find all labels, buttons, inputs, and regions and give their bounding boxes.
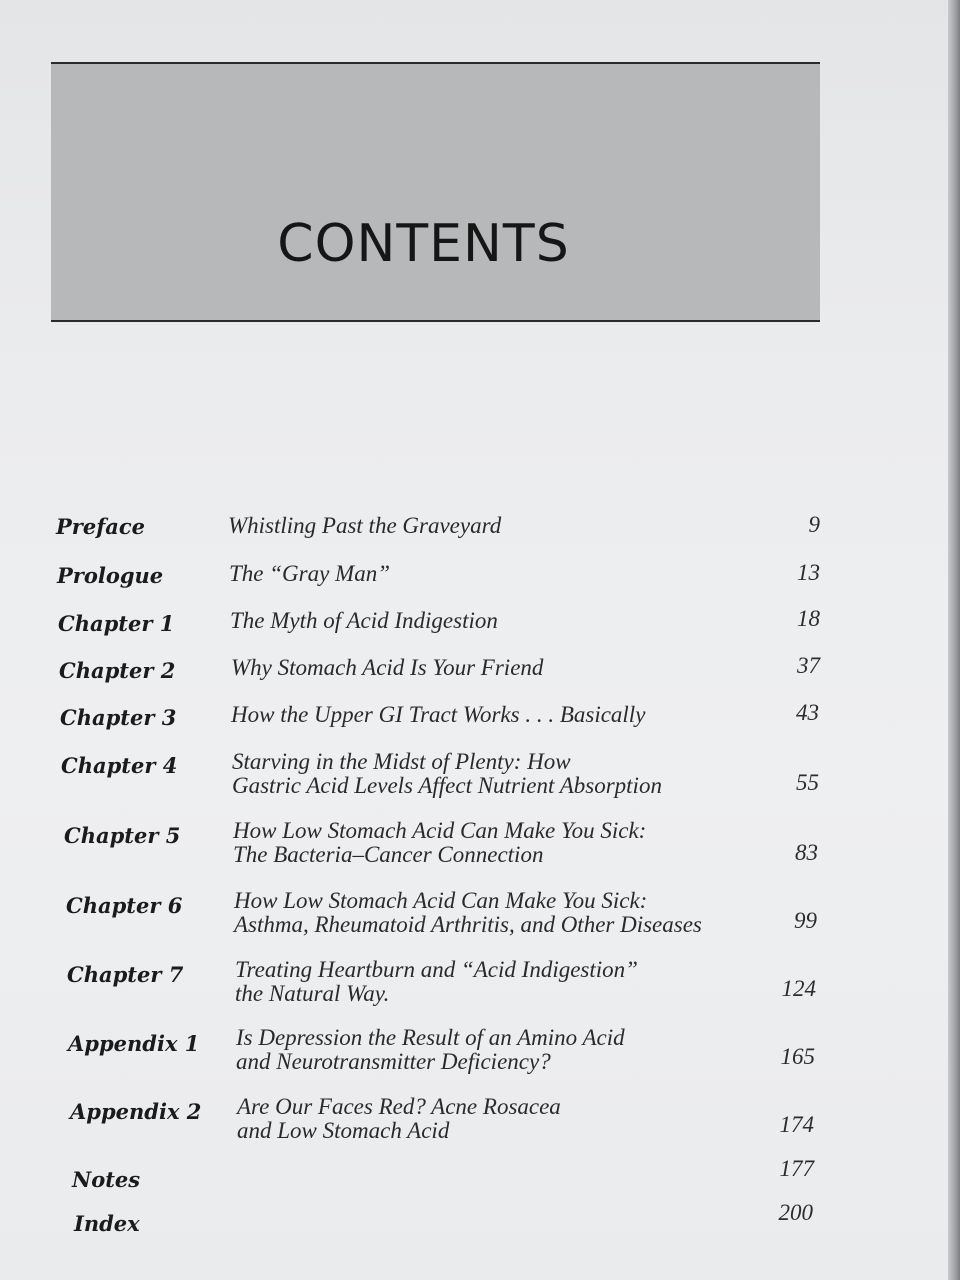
toc-label: Chapter 6 [66,893,183,918]
toc-page-number: 13 [797,560,820,585]
toc-label: Appendix 1 [68,1031,200,1056]
toc-title [230,609,498,633]
toc-title-line: Are Our Faces Red? Acne Rosacea [237,1094,561,1119]
toc-label: Prologue [57,563,164,588]
toc-label: Chapter 2 [59,658,176,683]
toc-page-number: 43 [796,700,819,725]
toc-label: Notes [72,1167,141,1192]
toc-title-line: Starving in the Midst of Plenty: How [232,749,571,774]
toc-title-line: Whistling Past the Graveyard [228,513,502,538]
toc-title-line: The Bacteria–Cancer Connection [233,842,544,867]
toc-title-line: The Myth of Acid Indigestion [230,608,498,633]
toc-title-line: How Low Stomach Acid Can Make You Sick: [233,818,647,843]
page-edge-shadow [948,0,960,1280]
toc-title-line: and Neurotransmitter Deficiency? [236,1049,551,1074]
toc-label: Chapter 3 [60,705,177,730]
toc-page-number: 9 [808,512,820,537]
toc-title [231,656,543,680]
toc-page-number: 124 [781,976,816,1001]
toc-title [231,703,645,727]
toc-label: Preface [56,514,146,539]
toc-title [234,889,702,937]
toc-label: Index [74,1211,140,1236]
toc-label: Chapter 1 [58,611,175,636]
toc-title-line: How Low Stomach Acid Can Make You Sick: [234,888,648,913]
toc-title [228,514,501,538]
toc-title-line: Asthma, Rheumatoid Arthritis, and Other Diseases [234,912,702,937]
toc-page-number: 18 [797,606,820,631]
toc-title-line: Why Stomach Acid Is Your Friend [231,655,544,680]
toc-title-line: Gastric Acid Levels Affect Nutrient Absorption [232,773,662,798]
toc-label: Chapter 7 [67,962,184,987]
toc-title [235,958,638,1006]
toc-page-number: 37 [797,653,820,678]
page-title: CONTENTS [277,214,570,274]
toc-title [237,1095,561,1143]
toc-title-line: The “Gray Man” [229,561,391,586]
toc-label: Chapter 4 [61,753,178,778]
toc-title [229,562,390,586]
toc-title-line: the Natural Way. [235,981,390,1006]
toc-page-number: 83 [795,840,818,865]
title-banner [51,62,820,322]
toc-title-line: Treating Heartburn and “Acid Indigestion” [235,957,638,982]
toc-title [233,819,646,867]
toc-title [236,1026,625,1074]
toc-page-number: 165 [780,1044,815,1069]
toc-title-line: and Low Stomach Acid [237,1118,450,1143]
toc-page-number: 99 [794,908,817,933]
toc-page-number: 55 [796,770,819,795]
toc-page-number: 174 [779,1112,814,1137]
toc-label: Appendix 2 [70,1099,202,1124]
toc-title-line: How the Upper GI Tract Works . . . Basically [231,702,646,727]
toc-page-number: 200 [778,1200,813,1225]
toc-title [232,750,662,798]
toc-title-line: Is Depression the Result of an Amino Acid [236,1025,625,1050]
toc-page-number: 177 [779,1156,814,1181]
toc-label: Chapter 5 [64,823,181,848]
